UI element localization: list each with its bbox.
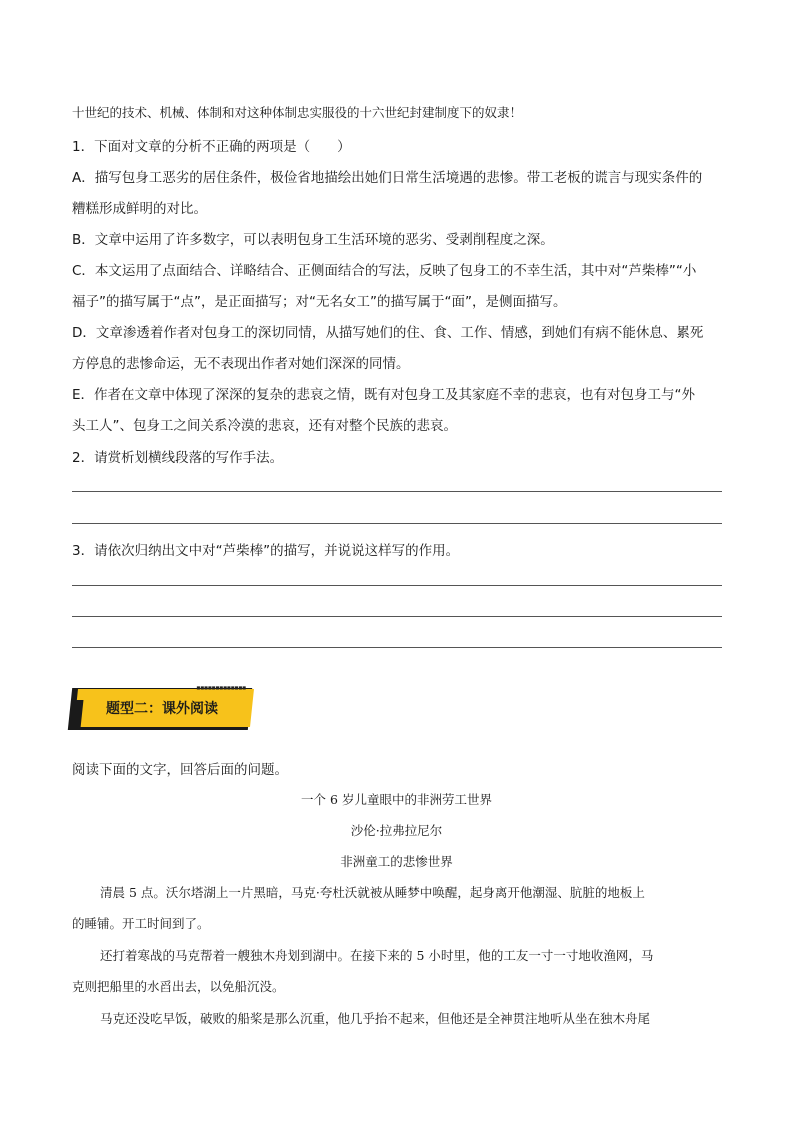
question-3-stem: 3．请依次归纳出文中对“芦柴棒”的描写，并说说这样写的作用。 xyxy=(72,543,460,559)
option-e-line-1: E．作者在文章中体现了深深的复杂的悲哀之情，既有对包身工及其家庭不幸的悲哀，也有对包身工与“外 xyxy=(72,387,696,403)
article-title: 一个 6 岁儿童眼中的非洲劳工世界 xyxy=(301,792,492,807)
answer-line[interactable] xyxy=(72,585,722,586)
section-banner xyxy=(70,686,254,732)
answer-line[interactable] xyxy=(72,491,722,492)
option-c-line-2: 福子”的描写属于“点”，是正面描写；对“无名女工”的描写属于“面”，是侧面描写。 xyxy=(72,294,567,310)
question-2-stem: 2．请赏析划横线段落的写作手法。 xyxy=(72,450,284,466)
paragraph-2-line-1: 还打着寒战的马克帮着一艘独木舟划到湖中。在接下来的 5 小时里，他的工友一寸一寸地收渔网，马 xyxy=(100,948,654,963)
answer-line[interactable] xyxy=(72,523,722,524)
question-1-stem: 1．下面对文章的分析不正确的两项是（ ） xyxy=(72,139,351,155)
section-title: 题型二：课外阅读 xyxy=(106,701,218,717)
option-c-line-1: C．本文运用了点面结合、详略结合、正侧面结合的写法，反映了包身工的不幸生活，其中对“芦柴棒”“小 xyxy=(72,263,697,279)
article-author: 沙伦·拉弗拉尼尔 xyxy=(350,823,443,838)
paragraph-1-line-1: 清晨 5 点。沃尔塔湖上一片黑暗，马克·夸杜沃就被从睡梦中唤醒，起身离开他潮湿、肮脏的地板上 xyxy=(100,885,645,900)
option-b: B．文章中运用了许多数字，可以表明包身工生活环境的恶劣、受剥削程度之深。 xyxy=(72,232,554,248)
option-a-line-1: A．描写包身工恶劣的居住条件，极俭省地描绘出她们日常生活境遇的悲惨。带工老板的谎言与现实条件的 xyxy=(72,170,703,186)
answer-line[interactable] xyxy=(72,616,722,617)
paragraph-3-line-1: 马克还没吃早饭，破败的船桨是那么沉重，他几乎抬不起来，但他还是全神贯注地听从坐在独木舟尾 xyxy=(100,1011,651,1026)
decorative-dashes: ▪▪▪▪▪▪▪▪▪▪▪▪▪ xyxy=(196,683,246,692)
article-subtitle: 非洲童工的悲惨世界 xyxy=(340,854,453,869)
option-a-line-2: 糟糕形成鲜明的对比。 xyxy=(72,201,207,217)
option-e-line-2: 头工人”、包身工之间关系冷漠的悲哀，还有对整个民族的悲哀。 xyxy=(72,418,457,434)
option-d-line-2: 方停息的悲惨命运，无不表现出作者对她们深深的同情。 xyxy=(72,356,410,372)
paragraph-2-line-2: 克则把船里的水舀出去，以免船沉没。 xyxy=(72,979,285,994)
text-line: 十世纪的技术、机械、体制和对这种体制忠实服役的十六世纪封建制度下的奴隶！ xyxy=(72,105,523,120)
reading-instruction: 阅读下面的文字，回答后面的问题。 xyxy=(72,762,288,778)
answer-line[interactable] xyxy=(72,647,722,648)
option-d-line-1: D．文章渗透着作者对包身工的深切同情，从描写她们的住、食、工作、情感，到她们有病不能休息、累死 xyxy=(72,325,704,341)
paragraph-1-line-2: 的睡铺。开工时间到了。 xyxy=(72,916,210,931)
